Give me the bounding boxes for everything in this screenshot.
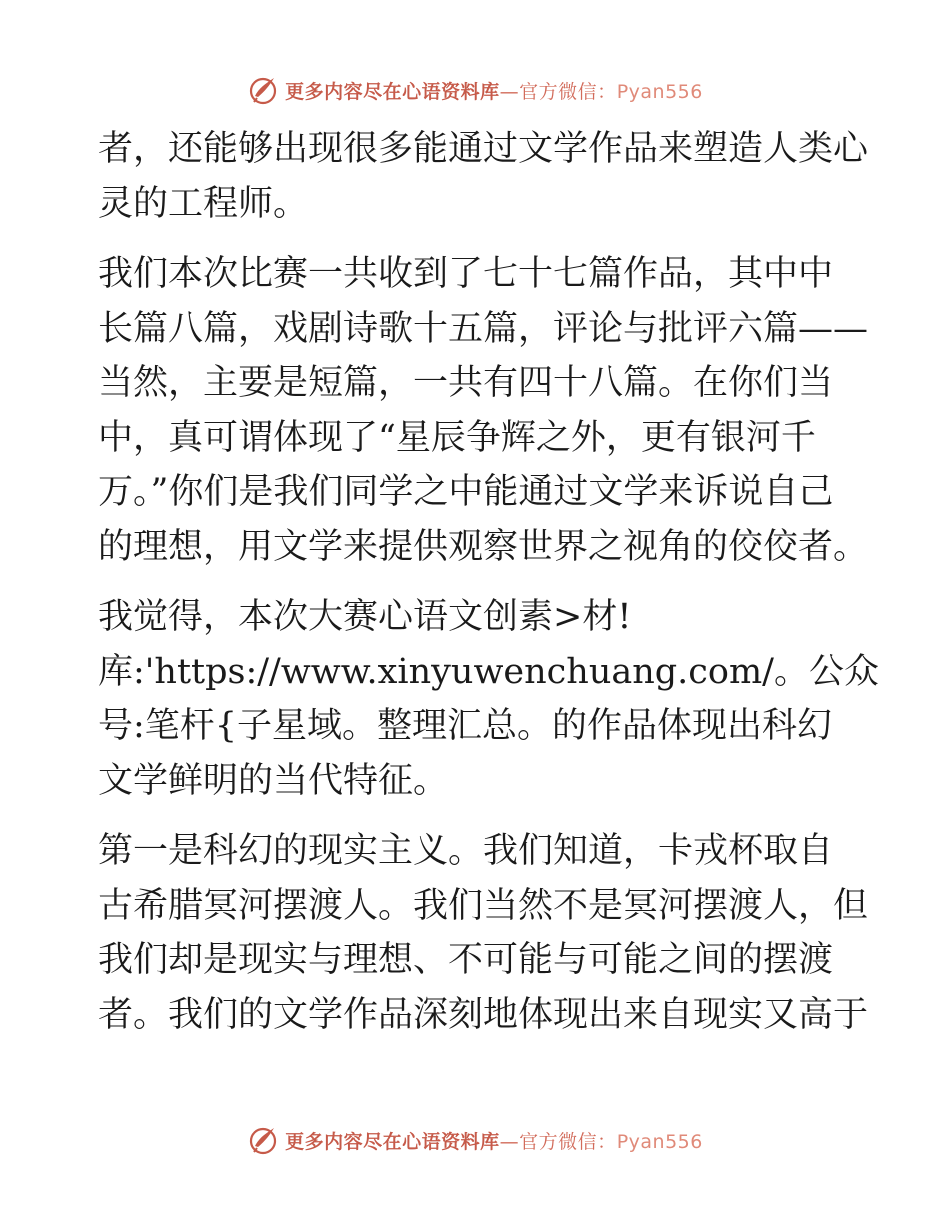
text-line: 者，还能够出现很多能通过文学作品来塑造人类心	[98, 129, 869, 169]
text-line: 文学鲜明的当代特征。	[98, 760, 449, 801]
text-line: 我们却是现实与理想、不可能与可能之间的摆渡	[98, 940, 834, 980]
text-line: 第一是科幻的现实主义。我们知道，卡戎杯取自	[98, 831, 834, 871]
paragraph	[98, 122, 869, 231]
text-line: 中，真可谓体现了“星辰争辉之外，更有银河千	[98, 417, 816, 458]
text-line: 我们本次比赛一共收到了七十七篇作品，其中中	[98, 254, 834, 294]
text-line: 灵的工程师。	[98, 183, 309, 224]
text-line: 当然，主要是短篇，一共有四十八篇。在你们当	[98, 363, 834, 403]
text-line: 者。我们的文学作品深刻地体现出来自现实又高于	[98, 994, 869, 1035]
text-line: 号:笔杆{子星域。整理汇总。的作品体现出科幻	[98, 706, 833, 746]
watermark-text: 更多内容尽在心语资料库—官方微信：Pyan556	[285, 1130, 703, 1153]
paragraph	[98, 824, 869, 1042]
text-line: 我觉得，本次大赛心语文创素>材!	[98, 597, 632, 637]
text-line: 古希腊冥河摆渡人。我们当然不是冥河摆渡人，但	[98, 885, 869, 926]
footer-watermark	[0, 1120, 950, 1160]
paragraph	[98, 247, 869, 574]
text-line: 万。”你们是我们同学之中能通过文学来诉说自己	[98, 472, 834, 512]
text-line: 的理想，用文学来提供观察世界之视角的佼佼者。	[98, 526, 869, 567]
header-watermark	[0, 70, 950, 110]
text-line: 长篇八篇，戏剧诗歌十五篇，评论与批评六篇——	[98, 308, 869, 349]
document-body	[98, 122, 879, 1042]
text-line: 库:'https://www.xinyuwenchuang.com/。公众	[98, 651, 879, 692]
paragraph	[98, 590, 879, 808]
quill-logo-icon	[247, 74, 279, 106]
quill-logo-icon	[247, 1124, 279, 1156]
watermark-text: 更多内容尽在心语资料库—官方微信：Pyan556	[285, 80, 703, 103]
